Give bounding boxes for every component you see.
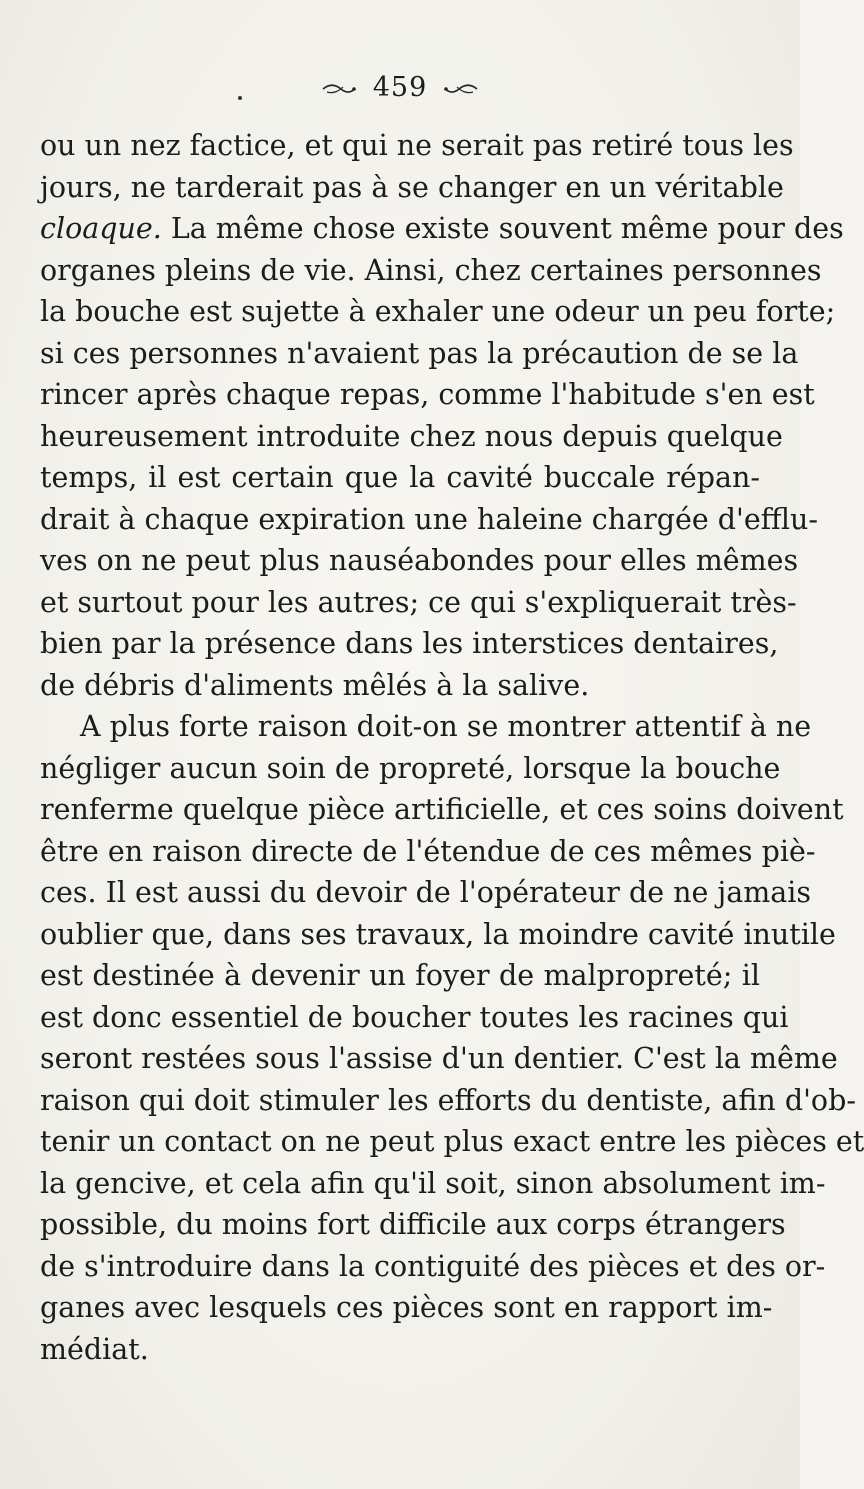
text-line: raison qui doit stimuler les efforts du dentiste, afin d'ob- <box>40 1083 856 1117</box>
text-line: bien par la présence dans les interstices dentaires, <box>40 627 779 660</box>
text-line: ces. Il est aussi du devoir de l'opérateur de ne jamais <box>40 876 812 909</box>
text-line: tenir un contact on ne peut plus exact entre les pièces et <box>40 1125 864 1158</box>
page-header <box>0 72 800 103</box>
text-line: négliger aucun soin de propreté, lorsque la bouche <box>40 751 781 785</box>
paragraph-end-line: de débris d'aliments mêlés à la salive. <box>40 668 590 702</box>
left-ornament-icon <box>321 82 357 96</box>
text-line: temps, il est certain que la cavité buccale répan- <box>40 461 760 494</box>
page-number: 459 <box>372 72 428 103</box>
text-line: de s'introduire dans la contiguité des pièces et des or- <box>40 1249 826 1283</box>
italic-word: cloaque. <box>40 212 162 245</box>
right-ornament-icon <box>443 82 479 96</box>
text-line: organes pleins de vie. Ainsi, chez certaines personnes <box>40 253 822 287</box>
text-line: oublier que, dans ses travaux, la moindre cavité inutile <box>40 917 836 951</box>
text-line: et surtout pour les autres; ce qui s'expliquerait très- <box>40 585 797 619</box>
text-line: la gencive, et cela afin qu'il soit, sinon absolument im- <box>40 1166 826 1200</box>
text-line: rincer après chaque repas, comme l'habitude s'en est <box>40 378 815 411</box>
text-line: renferme quelque pièce artificielle, et ces soins doivent <box>40 793 844 826</box>
text-line: si ces personnes n'avaient pas la précaution de se la <box>40 336 799 370</box>
text-line: la bouche est sujette à exhaler une odeur un peu forte; <box>40 295 836 328</box>
text-line: est donc essentiel de boucher toutes les racines qui <box>40 1000 789 1034</box>
text-line: heureusement introduite chez nous depuis quelque <box>40 419 783 453</box>
text-line: est destinée à devenir un foyer de malpropreté; il <box>40 959 760 992</box>
text-line: possible, du moins fort difficile aux corps étrangers <box>40 1208 786 1241</box>
paragraph-start-line: A plus forte raison doit-on se montrer attentif à ne <box>80 710 812 743</box>
text-line: seront restées sous l'assise d'un dentier. C'est la même <box>40 1042 838 1075</box>
text-line: ou un nez factice, et qui ne serait pas retiré tous les <box>40 129 794 162</box>
body-text <box>40 125 864 1370</box>
text-line: jours, ne tarderait pas à se changer en un véritable <box>40 170 784 204</box>
text-line: drait à chaque expiration une haleine chargée d'efflu- <box>40 502 819 536</box>
text-line: ves on ne peut plus nauséabondes pour elles mêmes <box>40 544 799 577</box>
text-line: ganes avec lesquels ces pièces sont en rapport im- <box>40 1291 773 1324</box>
text-line: cloaque. La même chose existe souvent même pour des <box>40 212 844 245</box>
text-line: être en raison directe de l'étendue de ces mêmes piè- <box>40 834 816 868</box>
paragraph-end-line: médiat. <box>40 1332 149 1366</box>
